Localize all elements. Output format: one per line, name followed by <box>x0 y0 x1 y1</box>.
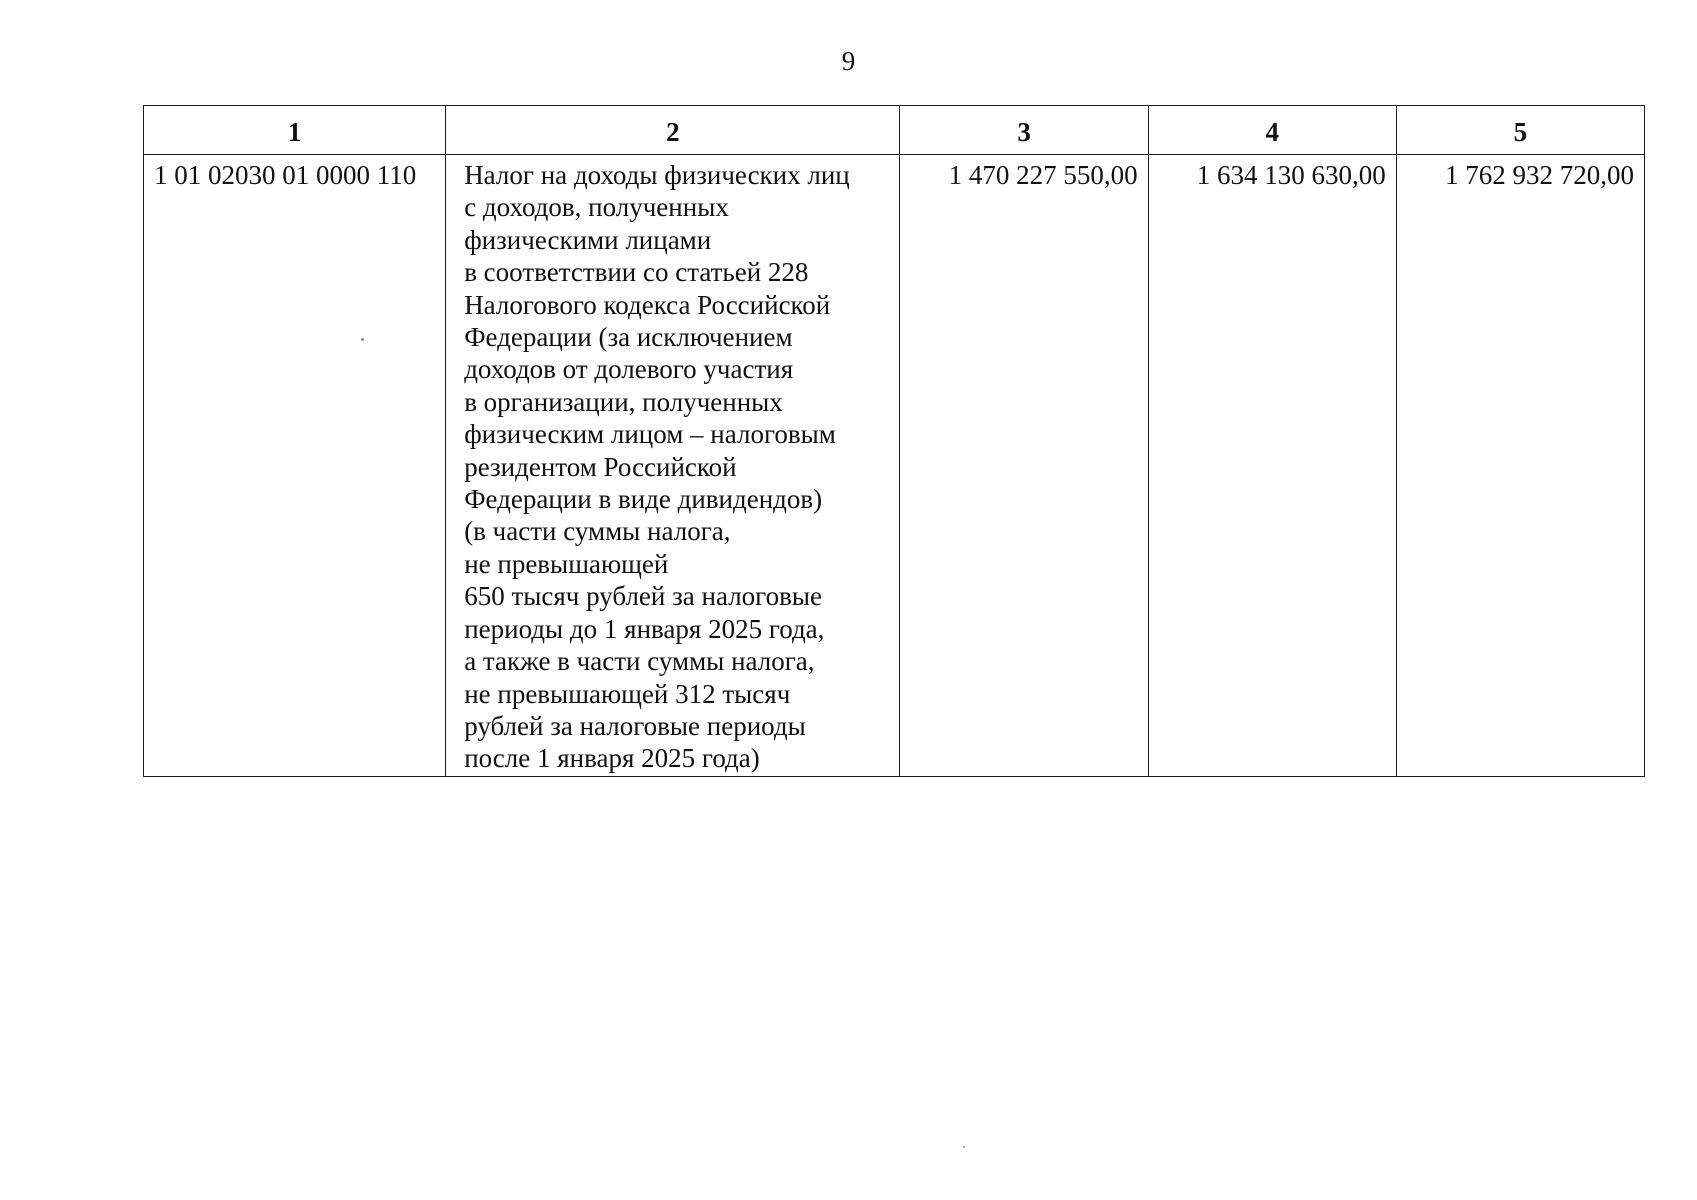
revenue-name-line: периоды до 1 января 2025 года, <box>464 613 825 644</box>
column-header-5: 5 <box>1396 106 1644 155</box>
revenue-name-line: Федерации (за исключением <box>464 322 793 353</box>
column-header-4: 4 <box>1148 106 1396 155</box>
revenue-name-line: а также в части суммы налога, <box>464 646 815 677</box>
amount-column-4: 1 634 130 630,00 <box>1148 155 1396 777</box>
revenue-name-line: 650 тысяч рублей за налоговые <box>464 581 822 612</box>
revenue-name-line: Налогового кодекса Российской <box>464 289 831 320</box>
budget-classification-code: 1 01 02030 01 0000 110 <box>144 155 446 777</box>
revenue-name-cell <box>446 155 900 777</box>
column-header-2: 2 <box>446 106 900 155</box>
revenue-name-line: с доходов, полученных <box>464 192 729 223</box>
table-row <box>144 155 1645 777</box>
column-header-1: 1 <box>144 106 446 155</box>
table-header-row <box>144 106 1645 155</box>
scan-speck <box>361 338 364 341</box>
revenue-name-line: рублей за налоговые периоды <box>464 710 806 741</box>
amount-column-3: 1 470 227 550,00 <box>900 155 1148 777</box>
scan-speck <box>963 1146 965 1148</box>
revenue-name-line: доходов от долевого участия <box>464 354 794 385</box>
revenue-name-line: (в части суммы налога, <box>464 516 731 547</box>
revenue-name-line: в организации, полученных <box>464 386 783 417</box>
revenue-name-line: Налог на доходы физических лиц <box>464 160 850 190</box>
revenue-name-line: Федерации в виде дивидендов) <box>464 484 823 515</box>
revenue-name-line: физическими лицами <box>464 224 712 255</box>
revenue-name-line: физическим лицом – налоговым <box>464 419 836 450</box>
column-header-3: 3 <box>900 106 1148 155</box>
revenue-name-line: не превышающей <box>464 548 669 579</box>
amount-column-5: 1 762 932 720,00 <box>1396 155 1644 777</box>
page-number: 9 <box>841 46 856 76</box>
revenue-name-line: не превышающей 312 тысяч <box>464 678 791 709</box>
revenue-table <box>143 105 1645 777</box>
revenue-name-line: после 1 января 2025 года) <box>464 743 760 774</box>
revenue-name-line: в соответствии со статьей 228 <box>464 257 809 288</box>
revenue-name-line: резидентом Российской <box>464 451 737 482</box>
